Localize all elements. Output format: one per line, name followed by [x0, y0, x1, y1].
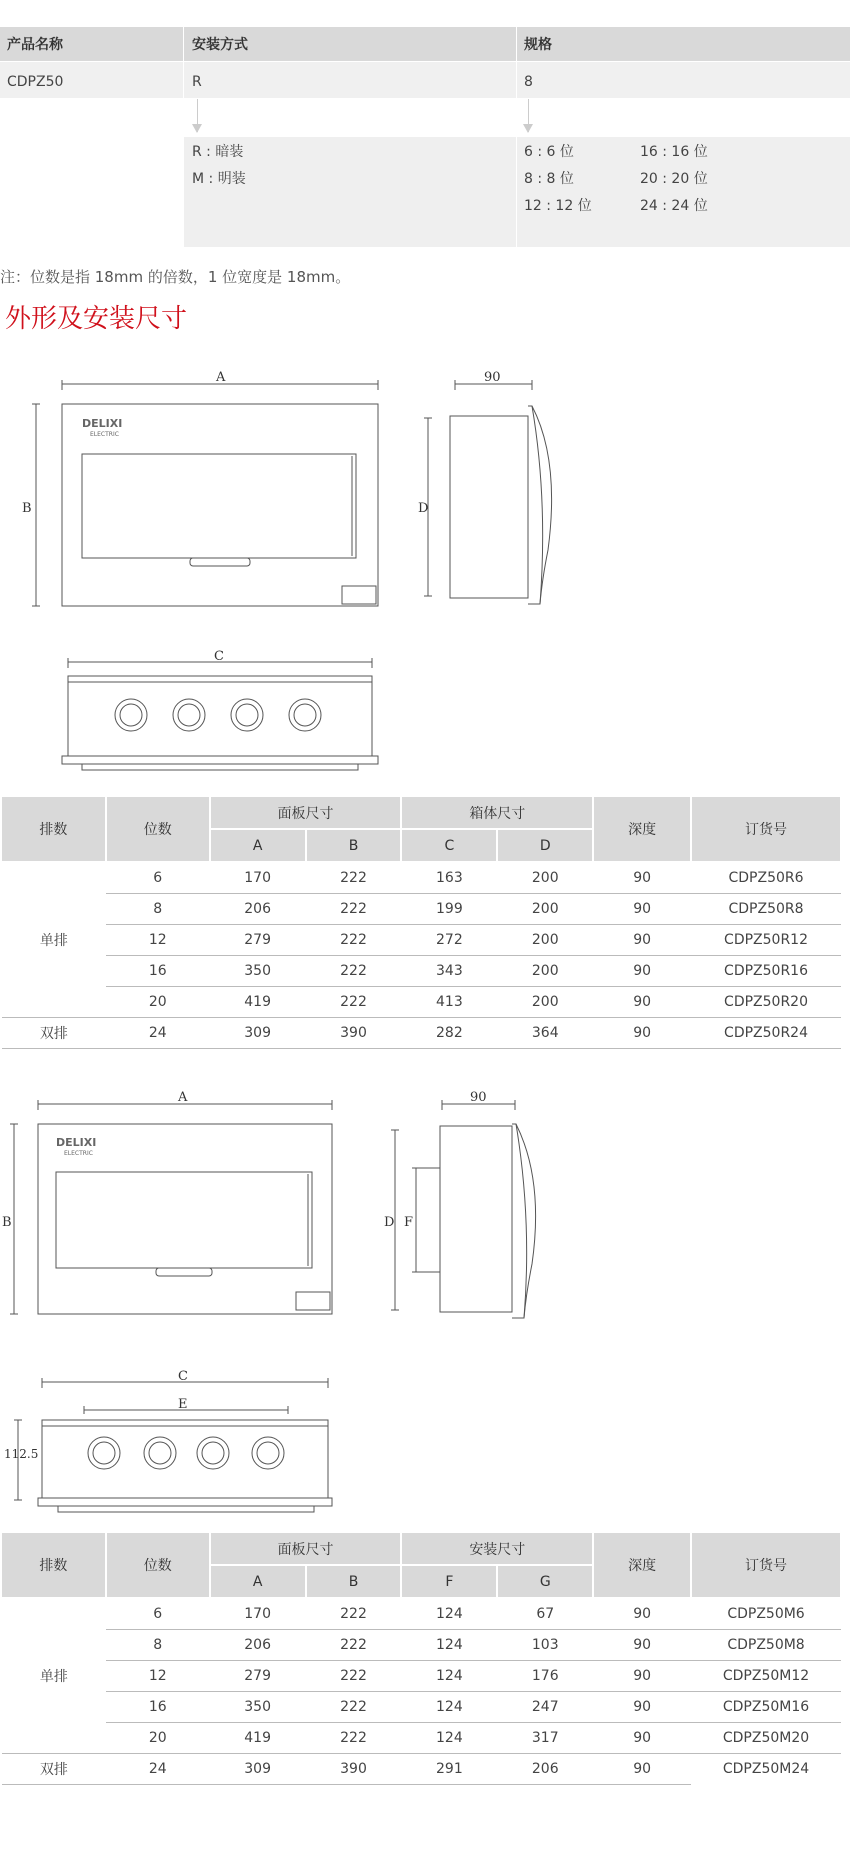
- dim-height-label: 112.5: [4, 1447, 39, 1461]
- spec-value: 8: [524, 74, 533, 90]
- cell: 90: [593, 862, 691, 894]
- cell: 350: [210, 1692, 306, 1723]
- cell: 282: [401, 1018, 497, 1049]
- cell: 90: [593, 1692, 691, 1723]
- spec-option: 12 : 12 位: [524, 198, 592, 214]
- cell: 90: [593, 1723, 691, 1754]
- cell: CDPZ50M12: [691, 1661, 841, 1692]
- cell: 12: [106, 1661, 210, 1692]
- cell: 124: [401, 1692, 497, 1723]
- cell: CDPZ50R20: [691, 987, 841, 1018]
- cell: 419: [210, 987, 306, 1018]
- cell: 16: [106, 1692, 210, 1723]
- cell: 291: [401, 1754, 497, 1785]
- dim-a-label: A: [216, 370, 226, 385]
- cell: CDPZ50R6: [691, 862, 841, 894]
- cell: 222: [306, 1630, 402, 1661]
- th-sub: G: [497, 1565, 593, 1598]
- install-method-value: R: [192, 74, 202, 90]
- cell: 124: [401, 1598, 497, 1630]
- th-positions: 位数: [106, 1533, 210, 1598]
- dim-depth-label: 90: [470, 1090, 487, 1105]
- cell: 8: [106, 1630, 210, 1661]
- dim-d-label: D: [384, 1215, 395, 1230]
- spec-option: 20 : 20 位: [640, 171, 708, 187]
- dim-b-label: B: [2, 1215, 12, 1230]
- cell: 8: [106, 894, 210, 925]
- cell: 20: [106, 1723, 210, 1754]
- cell: 272: [401, 925, 497, 956]
- table-row: [2, 987, 841, 1018]
- th-sub: F: [401, 1565, 497, 1598]
- cell: 343: [401, 956, 497, 987]
- cell: 413: [401, 987, 497, 1018]
- brand-sub: ELECTRIC: [90, 431, 119, 438]
- cell: 90: [593, 894, 691, 925]
- cell: 222: [306, 1723, 402, 1754]
- th-depth: 深度: [593, 1533, 691, 1598]
- th-sub: C: [401, 829, 497, 862]
- cell: 222: [306, 862, 402, 894]
- cell: 222: [306, 987, 402, 1018]
- cell: 170: [210, 1598, 306, 1630]
- brand-sub: ELECTRIC: [64, 1150, 93, 1157]
- group-label: 双排: [2, 1754, 106, 1785]
- cell: 206: [210, 1630, 306, 1661]
- r-type-drawing: [0, 360, 850, 790]
- header-spec: 规格: [524, 37, 552, 53]
- th-panel: 面板尺寸: [210, 1533, 402, 1565]
- arrow-down-icon: [528, 99, 529, 132]
- table-row: [2, 1630, 841, 1661]
- cell: 163: [401, 862, 497, 894]
- cell: 200: [497, 862, 593, 894]
- cell: CDPZ50M24: [722, 1761, 810, 1778]
- cell: 90: [593, 956, 691, 987]
- install-option: M : 明装: [192, 171, 246, 187]
- cell: 206: [210, 894, 306, 925]
- cell: 67: [497, 1598, 593, 1630]
- th-positions: 位数: [106, 797, 210, 862]
- section-title: 外形及安装尺寸: [5, 304, 188, 334]
- cell: CDPZ50M8: [691, 1630, 841, 1661]
- naming-table-row: [0, 62, 850, 98]
- divider: [516, 137, 517, 247]
- th-panel: 面板尺寸: [210, 797, 402, 829]
- cell: 90: [593, 925, 691, 956]
- cell: 317: [497, 1723, 593, 1754]
- cell: 6: [106, 1598, 210, 1630]
- table-row: [2, 956, 841, 987]
- cell: 222: [306, 894, 402, 925]
- cell: 24: [106, 1754, 210, 1785]
- group-label: 单排: [2, 862, 106, 1018]
- cell: 390: [306, 1754, 402, 1785]
- th-order: 订货号: [691, 1533, 841, 1598]
- dim-b-label: B: [22, 501, 32, 516]
- cell: 12: [106, 925, 210, 956]
- th-sub: A: [210, 1565, 306, 1598]
- table-row: [2, 925, 841, 956]
- cell: 6: [106, 862, 210, 894]
- cell: CDPZ50M16: [691, 1692, 841, 1723]
- th-sub: B: [306, 829, 402, 862]
- cell: 279: [210, 925, 306, 956]
- cell: 170: [210, 862, 306, 894]
- table-row: [2, 1661, 841, 1692]
- cell: 16: [106, 956, 210, 987]
- dim-c-label: C: [214, 649, 224, 664]
- cell: 309: [210, 1754, 306, 1785]
- cell: 90: [593, 1598, 691, 1630]
- th-install: 安装尺寸: [401, 1533, 593, 1565]
- naming-detail-box: [184, 137, 850, 247]
- cell: 309: [210, 1018, 306, 1049]
- header-product-name: 产品名称: [7, 37, 63, 53]
- cell: 200: [497, 956, 593, 987]
- cell: 206: [497, 1754, 593, 1785]
- dim-e-label: E: [178, 1397, 188, 1412]
- table-row: [2, 862, 841, 894]
- th-rows: 排数: [2, 1533, 106, 1598]
- cell: 176: [497, 1661, 593, 1692]
- cell: 90: [593, 1661, 691, 1692]
- cell: 222: [306, 925, 402, 956]
- table-row: [2, 1598, 841, 1630]
- cell: 90: [593, 1018, 691, 1049]
- cell: 200: [497, 987, 593, 1018]
- dim-c-label: C: [178, 1369, 188, 1384]
- cell: 200: [497, 925, 593, 956]
- dim-a-label: A: [178, 1090, 188, 1105]
- cell: 20: [106, 987, 210, 1018]
- th-sub: D: [497, 829, 593, 862]
- cell: 364: [497, 1018, 593, 1049]
- cell: 199: [401, 894, 497, 925]
- table-row: [2, 1754, 841, 1785]
- cell: CDPZ50R16: [691, 956, 841, 987]
- cell: CDPZ50M6: [691, 1598, 841, 1630]
- table-row: [2, 894, 841, 925]
- cell: 124: [401, 1661, 497, 1692]
- cell: 124: [401, 1630, 497, 1661]
- table-row: [2, 1692, 841, 1723]
- header-install-method: 安装方式: [192, 37, 248, 53]
- cell: 124: [401, 1723, 497, 1754]
- table-row: [2, 1018, 841, 1049]
- group-label: 单排: [2, 1598, 106, 1754]
- cell: 350: [210, 956, 306, 987]
- divider: [183, 27, 184, 98]
- m-type-dimension-table: [2, 1533, 842, 1785]
- cell: 90: [593, 1630, 691, 1661]
- cell: 390: [306, 1018, 402, 1049]
- spec-option: 6 : 6 位: [524, 144, 574, 160]
- cell: 279: [210, 1661, 306, 1692]
- cell: CDPZ50M20: [691, 1723, 841, 1754]
- naming-table-header: [0, 27, 850, 61]
- th-sub: B: [306, 1565, 402, 1598]
- product-name-value: CDPZ50: [7, 74, 64, 90]
- spec-option: 16 : 16 位: [640, 144, 708, 160]
- th-box: 箱体尺寸: [401, 797, 593, 829]
- install-option: R : 暗装: [192, 144, 244, 160]
- r-type-dimension-table: [2, 797, 842, 1049]
- cell: 103: [497, 1630, 593, 1661]
- cell: 247: [497, 1692, 593, 1723]
- cell: 419: [210, 1723, 306, 1754]
- dim-depth-label: 90: [484, 370, 501, 385]
- spec-option: 8 : 8 位: [524, 171, 574, 187]
- cell: CDPZ50R8: [691, 894, 841, 925]
- cell: 222: [306, 1692, 402, 1723]
- dim-d-label: D: [418, 501, 429, 516]
- th-depth: 深度: [593, 797, 691, 862]
- group-label: 双排: [2, 1018, 106, 1049]
- cell: 200: [497, 894, 593, 925]
- spec-note: 注：位数是指 18mm 的倍数，1 位宽度是 18mm。: [0, 268, 351, 286]
- cell: 222: [306, 1661, 402, 1692]
- dim-f-label: F: [404, 1215, 414, 1230]
- cell: 222: [306, 1598, 402, 1630]
- th-sub: A: [210, 829, 306, 862]
- table-row: [2, 1723, 841, 1754]
- th-rows: 排数: [2, 797, 106, 862]
- cell: 222: [306, 956, 402, 987]
- m-type-drawing: [0, 1080, 850, 1520]
- cell: 24: [106, 1018, 210, 1049]
- cell: CDPZ50R12: [691, 925, 841, 956]
- th-order: 订货号: [691, 797, 841, 862]
- cell: CDPZ50R24: [691, 1018, 841, 1049]
- spec-option: 24 : 24 位: [640, 198, 708, 214]
- brand-logo: DELIXI: [82, 417, 123, 430]
- brand-logo: DELIXI: [56, 1136, 97, 1149]
- cell: 90: [593, 987, 691, 1018]
- arrow-down-icon: [197, 99, 198, 132]
- cell: 90: [593, 1754, 691, 1785]
